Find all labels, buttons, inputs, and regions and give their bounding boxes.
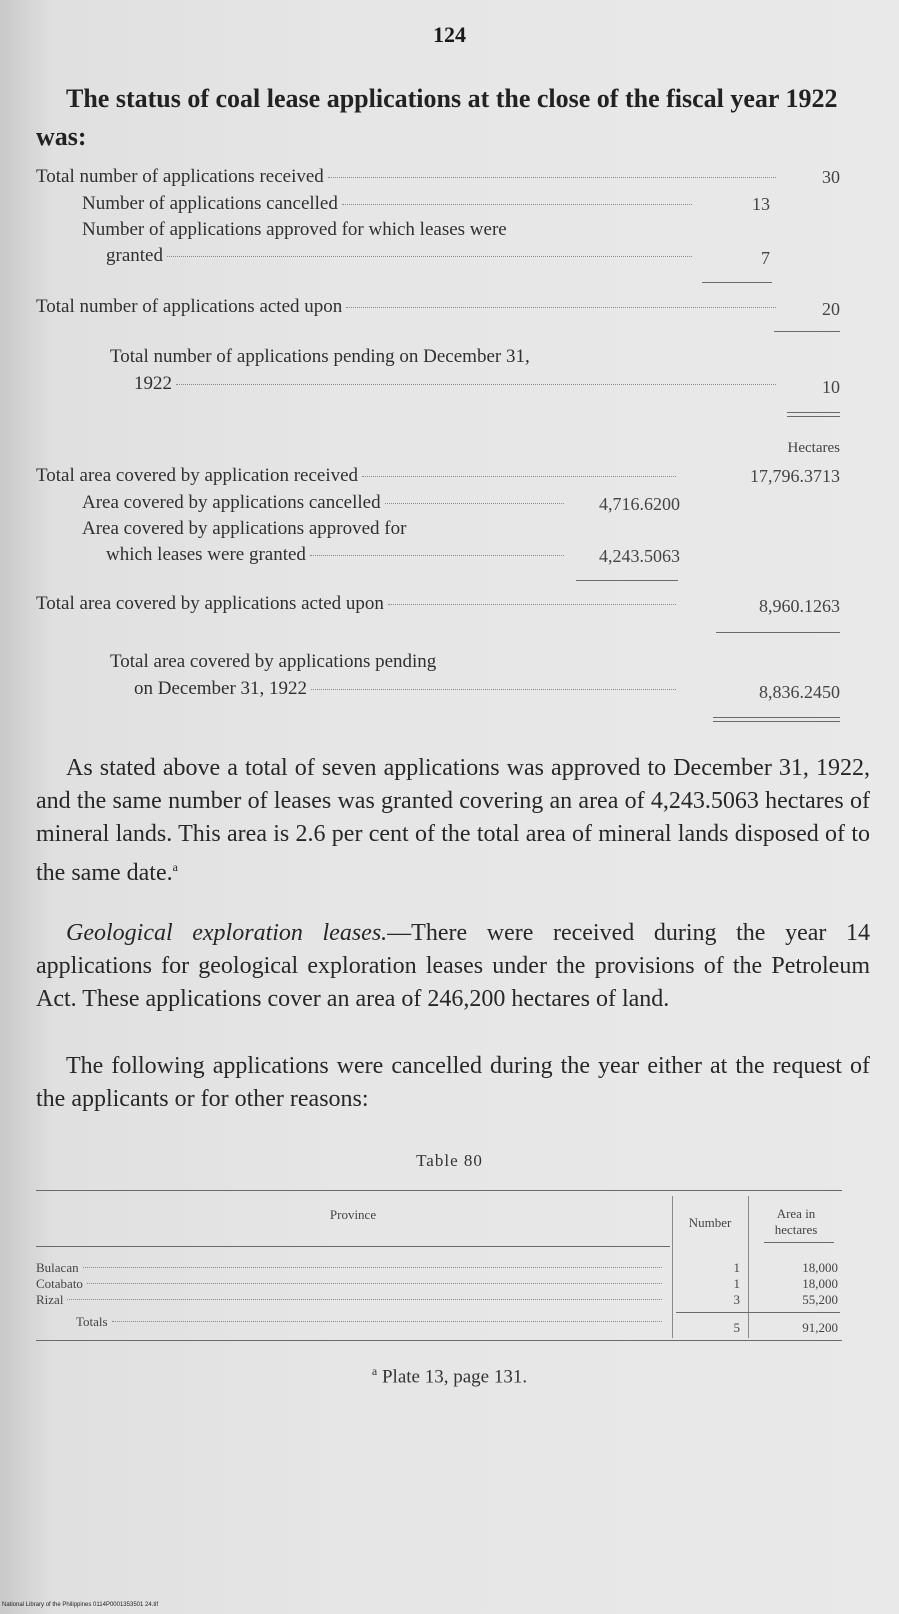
page-number: 124 xyxy=(433,22,466,47)
area-cancelled-label: Area covered by applications cancelled xyxy=(82,492,381,513)
area-acted-upon-value: 8,960.1263 xyxy=(759,596,840,616)
dot-leader xyxy=(362,476,676,477)
table-header-rule xyxy=(36,1246,670,1247)
scan-credit: National Library of the Philippines 0114P0001353501 24.tif xyxy=(2,1602,158,1608)
table-row xyxy=(36,1276,666,1292)
dot-leader xyxy=(328,177,776,178)
footnote-mark: a xyxy=(371,1364,378,1378)
apps-acted-upon-row xyxy=(36,296,780,318)
apps-pending-label-line1: Total number of applications pending on December 31, xyxy=(110,346,530,367)
table-cell-province: Bulacan xyxy=(36,1260,79,1275)
dot-leader xyxy=(310,555,564,556)
apps-total-received-row xyxy=(36,166,780,188)
table-cell-number: 3 xyxy=(733,1292,740,1307)
apps-acted-upon-value: 20 xyxy=(822,299,840,319)
subtotal-rule xyxy=(702,282,772,283)
area-acted-upon-row xyxy=(36,593,680,615)
table-bottom-rule xyxy=(36,1340,842,1341)
area-approved-value: 4,243.5063 xyxy=(599,546,680,566)
dot-leader xyxy=(112,1321,662,1322)
apps-approved-label-line2: granted xyxy=(106,245,163,266)
table-totals-number: 5 xyxy=(733,1320,740,1335)
apps-cancelled-row xyxy=(82,193,696,215)
table-cell-number: 1 xyxy=(733,1276,740,1291)
area-pending-row xyxy=(134,678,680,700)
apps-pending-row xyxy=(134,373,780,395)
paragraph-approved-summary xyxy=(36,752,870,890)
apps-pending-label-line2: 1922 xyxy=(134,373,172,394)
footnote xyxy=(0,1364,899,1388)
footnote-ref: a xyxy=(172,860,178,874)
apps-cancelled-label: Number of applications cancelled xyxy=(82,193,338,214)
dot-leader xyxy=(388,604,676,605)
apps-approved-label-line1: Number of applications approved for which leases were xyxy=(82,219,507,240)
table-row xyxy=(36,1260,666,1276)
apps-acted-upon-label: Total number of applications acted upon xyxy=(36,296,343,317)
area-approved-label-line1: Area covered by applications approved for xyxy=(82,518,407,539)
dot-leader xyxy=(67,1299,662,1300)
table-header-area-line2: hectares xyxy=(774,1222,818,1237)
area-unit-header: Hectares xyxy=(787,440,840,456)
section-heading-geological: Geological exploration leases. xyxy=(66,920,388,946)
area-total-received-value: 17,796.3713 xyxy=(750,466,840,486)
table-cell-province: Rizal xyxy=(36,1292,64,1307)
paragraph-geological-leases xyxy=(36,917,870,1016)
dot-leader xyxy=(176,384,776,385)
apps-pending-value: 10 xyxy=(822,377,840,397)
area-approved-label-line2: which leases were granted xyxy=(106,544,306,565)
table-totals-label: Totals xyxy=(76,1314,108,1329)
dot-leader xyxy=(311,689,676,690)
table-cell-area: 18,000 xyxy=(802,1260,838,1275)
table-header-rule xyxy=(764,1242,834,1243)
paragraph-geological-text: —There were received during the year 14 applications for geological exploration leases under the provisions of the Petroleum Act. These applications cover an area of 246,200 hectares of land. xyxy=(36,920,870,1012)
area-pending-label-line2: on December 31, 1922 xyxy=(134,678,308,699)
table-cell-number: 1 xyxy=(733,1260,740,1275)
footnote-text: Plate 13, page 131. xyxy=(381,1366,528,1388)
subtotal-rule xyxy=(576,580,678,581)
paragraph-cancelled-text: The following applications were cancelled during the year either at the request of the applicants or for other reasons: xyxy=(36,1053,870,1112)
table-cell-area: 55,200 xyxy=(802,1292,838,1307)
area-acted-upon-label: Total area covered by applications acted upon xyxy=(36,593,384,614)
total-rule xyxy=(716,632,840,633)
apps-total-received-label: Total number of applications received xyxy=(36,166,324,187)
double-rule xyxy=(787,412,840,417)
apps-total-received-value: 30 xyxy=(822,167,840,187)
dot-leader xyxy=(342,204,692,205)
apps-approved-value: 7 xyxy=(761,248,770,268)
table-totals-row xyxy=(76,1314,666,1330)
table-cell-area: 18,000 xyxy=(802,1276,838,1291)
table-column-divider xyxy=(748,1196,749,1338)
dot-leader xyxy=(87,1283,662,1284)
paragraph-approved-text: As stated above a total of seven applications was approved to December 31, 1922, and the same number of leases was granted covering an area of 4,243.5063 hectares of mineral lands. This area is 2.6 per cent of the total area of mineral lands disposed of to the same date. xyxy=(36,755,870,886)
dot-leader xyxy=(167,256,692,257)
table-top-rule xyxy=(36,1190,842,1191)
table-header-area-line1: Area in xyxy=(776,1206,816,1221)
table-title: Table 80 xyxy=(416,1151,483,1170)
double-rule xyxy=(713,717,840,722)
dot-leader xyxy=(83,1267,662,1268)
area-pending-label-line1: Total area covered by applications pending xyxy=(110,651,437,672)
apps-cancelled-value: 13 xyxy=(752,194,770,214)
table-column-divider xyxy=(672,1196,673,1338)
area-total-received-label: Total area covered by application received xyxy=(36,465,359,486)
apps-approved-row xyxy=(106,245,696,267)
dot-leader xyxy=(346,307,776,308)
table-totals-area: 91,200 xyxy=(802,1320,838,1335)
area-cancelled-row xyxy=(82,492,568,514)
area-pending-value: 8,836.2450 xyxy=(759,682,840,702)
intro-heading: The status of coal lease applications at the close of the fiscal year 1922 was: xyxy=(36,84,838,151)
total-rule xyxy=(774,331,840,332)
area-total-received-row xyxy=(36,465,680,487)
paragraph-cancelled-intro xyxy=(36,1050,870,1116)
area-approved-row xyxy=(106,544,568,566)
table-header-province: Province xyxy=(329,1207,377,1222)
dot-leader xyxy=(385,503,564,504)
table-row xyxy=(36,1292,666,1308)
table-totals-rule xyxy=(676,1312,840,1313)
table-header-number: Number xyxy=(688,1215,732,1230)
area-cancelled-value: 4,716.6200 xyxy=(599,494,680,514)
table-cell-province: Cotabato xyxy=(36,1276,83,1291)
